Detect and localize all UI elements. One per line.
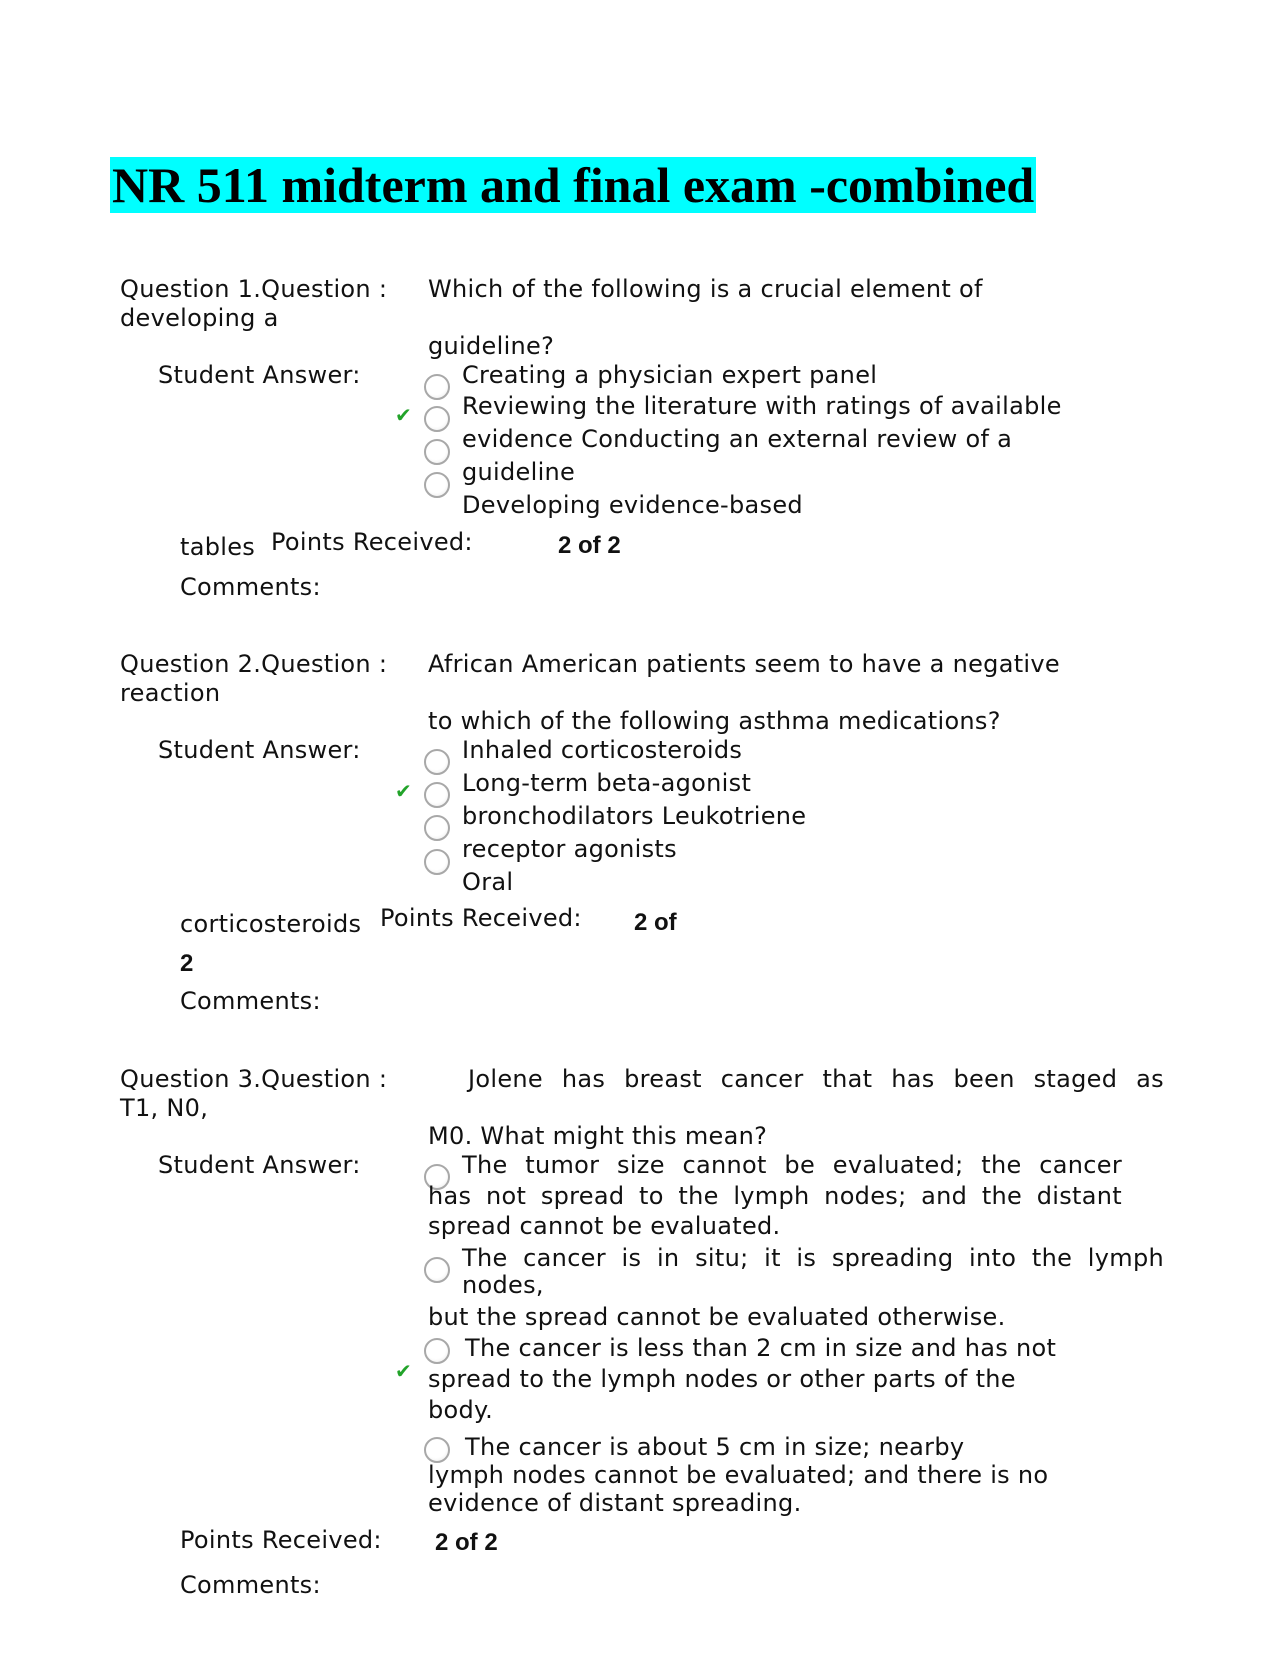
question-label: Question 1.Question :: [120, 275, 388, 303]
question-label: Question 3.Question :: [120, 1065, 388, 1093]
radio-button-icon[interactable]: [424, 374, 450, 400]
answer-line: Long-term beta-agonist: [462, 769, 752, 797]
checkmark-icon: ✔: [395, 1359, 412, 1383]
points-value: 2 of 2: [435, 1529, 498, 1556]
radio-button-icon[interactable]: [424, 815, 450, 841]
answer-line: Inhaled corticosteroids: [462, 736, 743, 764]
comments-label: Comments:: [180, 987, 321, 1015]
points-label: Points Received:: [180, 1526, 382, 1554]
answer-tail: tables: [180, 533, 256, 561]
radio-button-icon[interactable]: [424, 749, 450, 775]
radio-button-icon[interactable]: [424, 849, 450, 875]
points-value: 2 of 2: [558, 532, 621, 559]
points-value: 2 of: [634, 909, 677, 936]
answer-line: Reviewing the literature with ratings of available: [462, 392, 1062, 420]
points-value-wrap: 2: [180, 950, 194, 977]
answer-tail: corticosteroids: [180, 910, 362, 938]
student-answer-label: Student Answer:: [158, 361, 361, 389]
answer-line: receptor agonists: [462, 835, 677, 863]
radio-button-icon[interactable]: [424, 439, 450, 465]
answer-line: The cancer is in situ; it is spreading into the lymph: [462, 1244, 1164, 1272]
radio-button-icon[interactable]: [424, 406, 450, 432]
answer-line: evidence Conducting an external review of a: [462, 425, 1013, 453]
answer-line: The cancer is about 5 cm in size; nearby: [465, 1433, 965, 1461]
points-label: Points Received:: [271, 528, 473, 556]
student-answer-label: Student Answer:: [158, 1151, 361, 1179]
radio-button-icon[interactable]: [424, 472, 450, 498]
radio-button-icon[interactable]: [424, 1257, 450, 1283]
answer-line: The cancer is less than 2 cm in size and has not: [465, 1334, 1057, 1362]
answer-line: Creating a physician expert panel: [462, 361, 878, 389]
question-label: Question 2.Question :: [120, 650, 388, 678]
comments-label: Comments:: [180, 573, 321, 601]
answer-line: spread to the lymph nodes or other parts of the: [428, 1365, 1016, 1393]
checkmark-icon: ✔: [395, 779, 412, 803]
answer-line: Developing evidence-based: [462, 491, 803, 519]
question-label-wrap: reaction: [120, 679, 221, 707]
radio-button-icon[interactable]: [424, 782, 450, 808]
answer-line: but the spread cannot be evaluated otherwise.: [428, 1303, 1006, 1331]
points-label: Points Received:: [380, 904, 582, 932]
comments-label: Comments:: [180, 1571, 321, 1599]
student-answer-label: Student Answer:: [158, 736, 361, 764]
page-title: NR 511 midterm and final exam -combined: [112, 157, 1035, 213]
question-label-wrap: developing a: [120, 304, 279, 332]
question-text: Jolene has breast cancer that has been staged as: [468, 1065, 1164, 1093]
radio-button-icon[interactable]: [424, 1338, 450, 1364]
answer-line: has not spread to the lymph nodes; and the distant: [428, 1182, 1122, 1210]
question-text-cont: guideline?: [428, 332, 555, 360]
answer-line: The tumor size cannot be evaluated; the cancer: [462, 1151, 1122, 1179]
answer-line: guideline: [462, 458, 576, 486]
answer-line: spread cannot be evaluated.: [428, 1212, 781, 1240]
question-label-wrap: T1, N0,: [120, 1094, 209, 1122]
answer-line: bronchodilators Leukotriene: [462, 802, 807, 830]
answer-line: lymph nodes cannot be evaluated; and there is no: [428, 1461, 1049, 1489]
answer-line: Oral: [462, 868, 514, 896]
checkmark-icon: ✔: [395, 403, 412, 427]
answer-line: nodes,: [462, 1271, 544, 1299]
question-text-cont: to which of the following asthma medications?: [428, 707, 1001, 735]
question-text-cont: M0. What might this mean?: [428, 1122, 768, 1150]
answer-line: evidence of distant spreading.: [428, 1489, 802, 1517]
answer-line: body.: [428, 1396, 494, 1424]
question-text: Which of the following is a crucial element of: [428, 275, 983, 303]
question-text: African American patients seem to have a negative: [428, 650, 1060, 678]
